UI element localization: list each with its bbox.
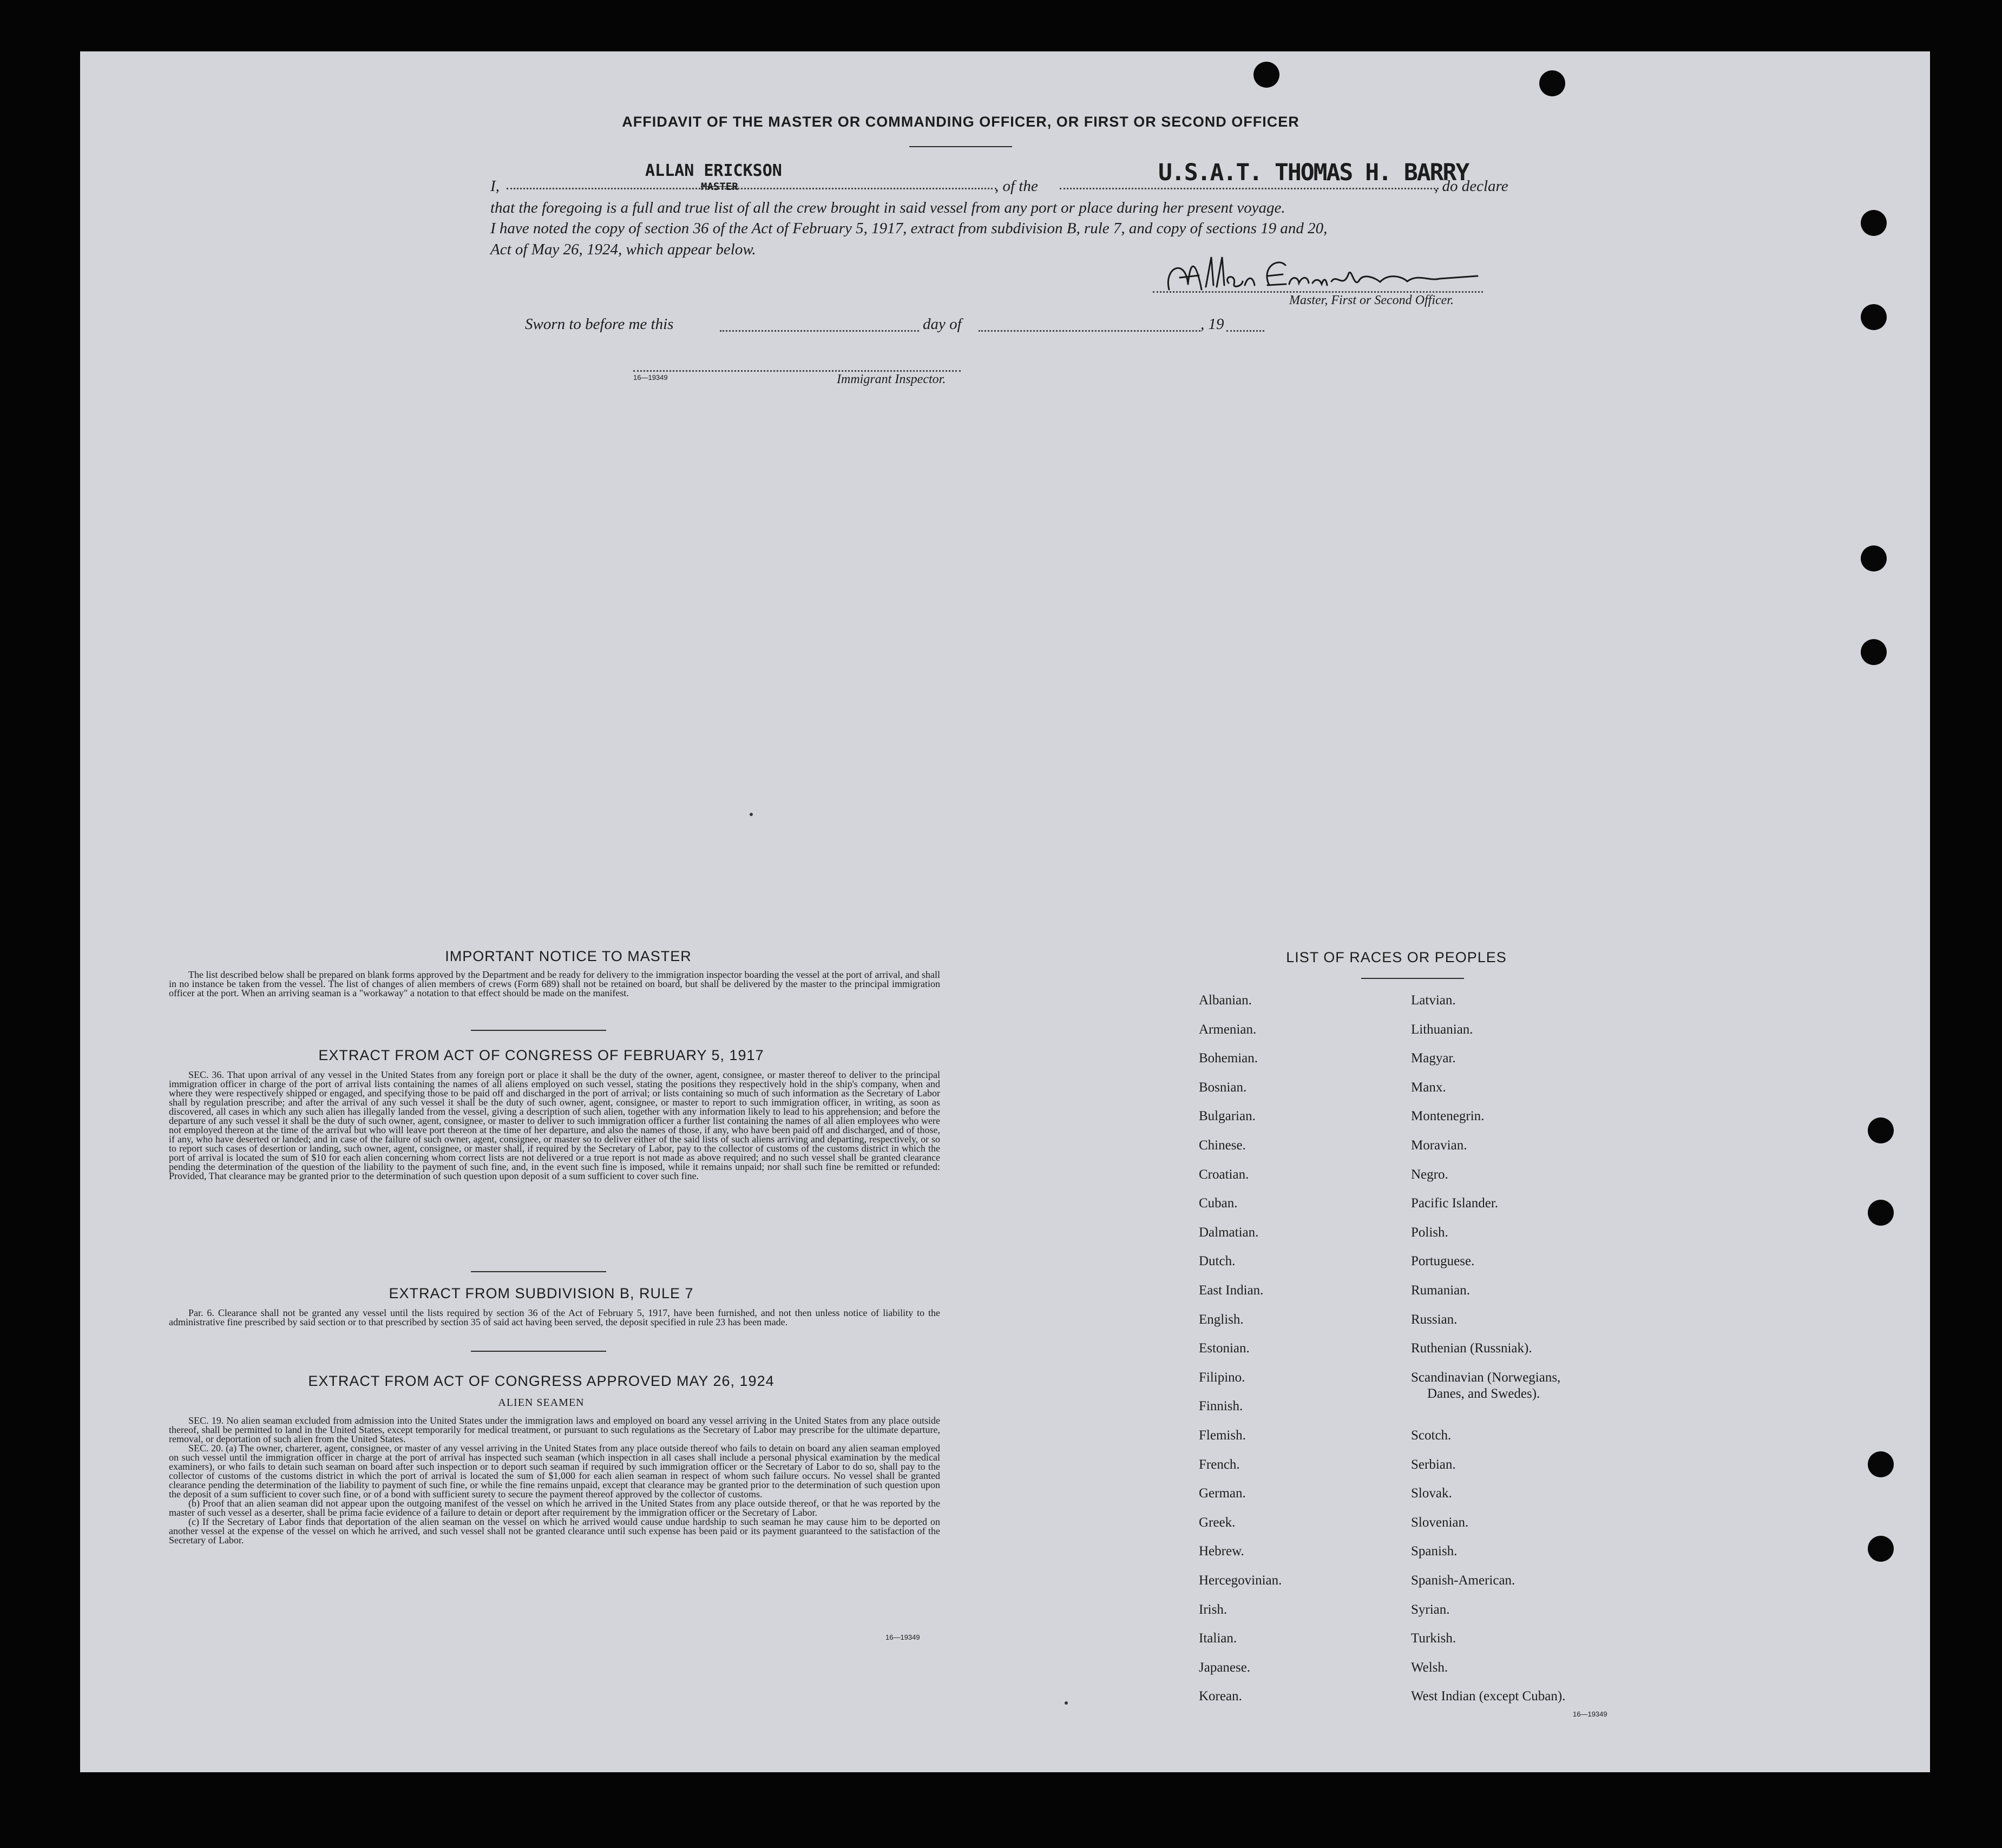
punch-hole [1868,1200,1894,1226]
race-item: East Indian. [1199,1283,1264,1298]
race-item: Welsh. [1411,1660,1448,1675]
race-item: Irish. [1199,1602,1228,1617]
extract-1924-body [169,1416,940,1545]
signature-line [1153,287,1483,293]
extract-1924-title: EXTRACT FROM ACT OF CONGRESS APPROVED MAY 26, 1924 [308,1373,774,1389]
notice-paragraph: The list described below shall be prepared on blank forms approved by the Department and be ready for delivery to the immigration inspector boarding the vessel at the port of arrival, and shall in no instance be taken from the vessel. The list of changes of alien members of crews (Form 689) shall not be retained on board, but shall be delivered by the master to the principal immigration officer at the port. When an arriving seaman is a "workaway" a notation to that effect should be made on the manifest. [169,969,940,998]
race-item: Italian. [1199,1631,1237,1646]
punch-hole [1253,62,1279,88]
race-item: Moravian. [1411,1138,1467,1153]
sec-20a-paragraph: SEC. 20. (a) The owner, charterer, agent, consignee, or master of any vessel arriving in the United States from any place outside thereof who fails to detain on board any alien seaman employed on such vessel until the immigration officer in charge at the port of arrival has inspected such seaman (which inspection in all cases shall include a personal physical examination by the medical examiners), or who fails to detain such seaman on board after such inspection or to deport such seaman if required by such immigration officer or the Secretary of Labor to do so, shall pay to the collector of customs of the customs district in which the port of arrival is located the sum of $1,000 for each alien seaman in respect of whom such failure occurs. No vessel shall be granted clearance pending the determination of the liability to payment of such fine, or while the fine remains unpaid, except that clearance may be granted prior to the determination of such question upon the deposit of a sum sufficient to cover such fine, or of a bond with sufficient surety to secure the payment thereof approved by the collector of customs. [169,1443,940,1500]
sec-20c-paragraph: (c) If the Secretary of Labor finds that deportation of the alien seaman on the vessel on which he arrived would cause undue hardship to such seaman he may cause him to be deported on another vessel at the expense of the vessel on which he arrived, and such vessel shall not be granted clearance until such expense has been paid or its payment guaranteed to the satisfaction of the Secretary of Labor. [169,1516,940,1546]
race-item: Pacific Islander. [1411,1196,1499,1211]
notice-body [169,970,940,998]
race-item: Lithuanian. [1411,1022,1473,1037]
race-item: English. [1199,1312,1244,1327]
race-item: Greek. [1199,1515,1236,1530]
affidavit-form-number: 16—19349 [633,373,668,382]
inspector-signature-line [633,366,961,372]
affidavit-line-3: I have noted the copy of section 36 of the Act of February 5, 1917, extract from subdivision B, rule 7, and copy of sections 19 and 20, [490,220,1328,237]
race-item: Armenian. [1199,1022,1257,1037]
race-item: Rumanian. [1411,1283,1471,1298]
sworn-year-blank [1226,325,1264,332]
notice-title: IMPORTANT NOTICE TO MASTER [445,948,692,964]
scandinavian-continuation: Danes, and Swedes). [1427,1386,1540,1401]
extract-form-number: 16—19349 [885,1633,920,1641]
par-6-paragraph: Par. 6. Clearance shall not be granted any vessel until the lists required by section 36 of the Act of February 5, 1917, have been furnished, and not then unless notice of liability to the administrative fine prescribed by said section or to that prescribed by section 35 of said act having been served, the deposit specified in rule 23 has been made. [169,1307,940,1327]
affidavit-title: AFFIDAVIT OF THE MASTER OR COMMANDING OFFICER, OR FIRST OR SECOND OFFICER [622,114,1299,130]
race-item: Finnish. [1199,1399,1243,1413]
of-the-label: , of the [995,177,1038,195]
race-item: Ruthenian (Russniak). [1411,1341,1532,1356]
race-item: Polish. [1411,1225,1448,1240]
race-item: Bosnian. [1199,1080,1247,1095]
rule-7-body [169,1308,940,1327]
sworn-day-blank [720,325,919,332]
sec-36-paragraph: SEC. 36. That upon arrival of any vessel in the United States from any foreign port or place it shall be the duty of the owner, agent, consignee, or master thereof to deliver to the principal immigration officer in charge of the port of arrival lists containing the names of all aliens employed on such vessel, stating the positions they respectively hold in the ship's company, when and where they were respectively shipped or engaged, and specifying those to be paid off and discharged in the port of arrival; or lists containing so much of such information as the Secretary of Labor shall by regulation prescribe; and after the arrival of any such vessel it shall be the duty of such owner, agent, consignee, or master to report to such immigration officer, in writing, as soon as discovered, all cases in which any such alien has illegally landed from the vessel, giving a description of such alien, together with any information likely to lead to his apprehension; and before the departure of any such vessel it shall be the duty of such owner, agent, consignee, or master to deliver to such immigration officer a further list containing the names of all alien employees who were not employed thereon at the time of the arrival but who will leave port thereon at the time of her departure, and also the names of those, if any, who have been paid off and discharged, and of those, if any, who have deserted or landed; and in case of the failure of such owner, agent, consignee, or master so to deliver either of the said lists of such aliens arriving and departing, respectively, or so to report such cases of desertion or landing, such owner, agent, consignee, or master shall, if required by the Secretary of Labor, pay to the collector of customs of the customs district in which the port of arrival is located the sum of $10 for each alien concerning whom correct lists are not delivered or a true report is not made as above required; and no such vessel shall be granted clearance pending the determination of the question of the liability to the payment of such fine, and, in the event such fine is imposed, while it remains unpaid; nor shall such fine be remitted or refunded: Provided, That clearance may be granted prior to the determination of such question upon deposit of a sum sufficient to cover such fine. [169,1069,940,1181]
title-rule [909,146,1012,147]
name-blank [507,181,996,189]
punch-hole [1868,1117,1894,1143]
day-of-label: day of [923,315,962,333]
race-item: Dutch. [1199,1254,1236,1268]
alien-seamen-subtitle: ALIEN SEAMEN [498,1397,585,1409]
punch-hole [1861,210,1887,236]
races-form-number: 16—19349 [1573,1710,1607,1718]
races-title-rule [1361,978,1464,979]
race-item: Portuguese. [1411,1254,1475,1268]
race-item: Slovak. [1411,1486,1452,1501]
race-item: Scandinavian (Norwegians, [1411,1370,1561,1385]
race-item: Bohemian. [1199,1051,1258,1066]
inspector-caption: Immigrant Inspector. [837,372,946,386]
master-name-field[interactable]: ALLAN ERICKSON [645,161,782,180]
race-item: Hebrew. [1199,1544,1244,1558]
race-item: Korean. [1199,1689,1242,1704]
punch-hole [1868,1536,1894,1562]
races-left-column [1199,993,1415,1713]
do-declare-label: , do declare [1434,177,1508,195]
race-item: Croatian. [1199,1167,1249,1182]
punch-hole [1861,639,1887,665]
race-item: Manx. [1411,1080,1446,1095]
race-item: Latvian. [1411,993,1456,1008]
race-item: German. [1199,1486,1246,1501]
sec-19-paragraph: SEC. 19. No alien seaman excluded from admission into the United States under the immigration laws and employed on board any vessel arriving in the United States from any place outside thereof, shall be permitted to land in the United States, except temporarily for medical treatment, or pursuant to such regulations as the Secretary of Labor may prescribe for the ultimate departure, removal, or deportation of such alien from the United States. [169,1415,940,1444]
master-rank-field[interactable]: MASTER [701,181,738,193]
punch-hole [1861,304,1887,330]
races-title: LIST OF RACES OR PEOPLES [1286,949,1507,965]
race-item: Japanese. [1199,1660,1251,1675]
section-rule [471,1030,606,1031]
affidavit-i-label: I, [490,177,500,195]
race-item: Turkish. [1411,1631,1456,1646]
race-item: Syrian. [1411,1602,1450,1617]
race-item: Magyar. [1411,1051,1456,1066]
section-rule [471,1351,606,1352]
races-right-column [1411,993,1665,1713]
race-item: Russian. [1411,1312,1458,1327]
race-item: Slovenian. [1411,1515,1469,1530]
race-item: Montenegrin. [1411,1109,1485,1123]
signature-caption: Master, First or Second Officer. [1289,293,1454,307]
speck [1065,1701,1068,1705]
race-item: Spanish-American. [1411,1573,1515,1588]
year-prefix-label: , 19 [1200,315,1224,333]
sworn-month-blank [979,325,1200,332]
punch-hole [1539,70,1565,96]
race-item: Hercegovinian. [1199,1573,1282,1588]
race-item: Flemish. [1199,1428,1246,1443]
extract-1917-body [169,1070,940,1181]
punch-hole [1868,1451,1894,1477]
race-item: Cuban. [1199,1196,1238,1211]
affidavit-line-4: Act of May 26, 1924, which appear below. [490,241,756,258]
race-item: Albanian. [1199,993,1252,1008]
race-item: West Indian (except Cuban). [1411,1689,1566,1704]
race-item: Serbian. [1411,1457,1456,1472]
race-item: Dalmatian. [1199,1225,1259,1240]
sworn-label: Sworn to before me this [525,315,674,333]
race-item: Filipino. [1199,1370,1245,1385]
race-item: French. [1199,1457,1240,1472]
race-item: Estonian. [1199,1341,1250,1356]
punch-hole [1861,545,1887,571]
race-item: Chinese. [1199,1138,1246,1153]
race-item: Scotch. [1411,1428,1452,1443]
speck [750,813,753,816]
race-item: Spanish. [1411,1544,1458,1558]
affidavit-line-2: that the foregoing is a full and true list of all the crew brought in said vessel from any port or place during her present voyage. [490,199,1285,216]
race-item: Bulgarian. [1199,1109,1256,1123]
extract-1917-title: EXTRACT FROM ACT OF CONGRESS OF FEBRUARY 5, 1917 [318,1047,764,1063]
rule-7-title: EXTRACT FROM SUBDIVISION B, RULE 7 [389,1285,694,1301]
section-rule [471,1271,606,1272]
sec-20b-paragraph: (b) Proof that an alien seaman did not appear upon the outgoing manifest of the vessel on which he arrived in the United States from any place outside thereof, or that he was reported by the master of such vessel as a deserter, shall be prima facie evidence of a failure to detain or deport after requirement by the immigration officer or the Secretary of Labor. [169,1498,940,1518]
vessel-name-field[interactable]: U.S.A.T. THOMAS H. BARRY [1158,159,1469,186]
race-item: Negro. [1411,1167,1448,1182]
